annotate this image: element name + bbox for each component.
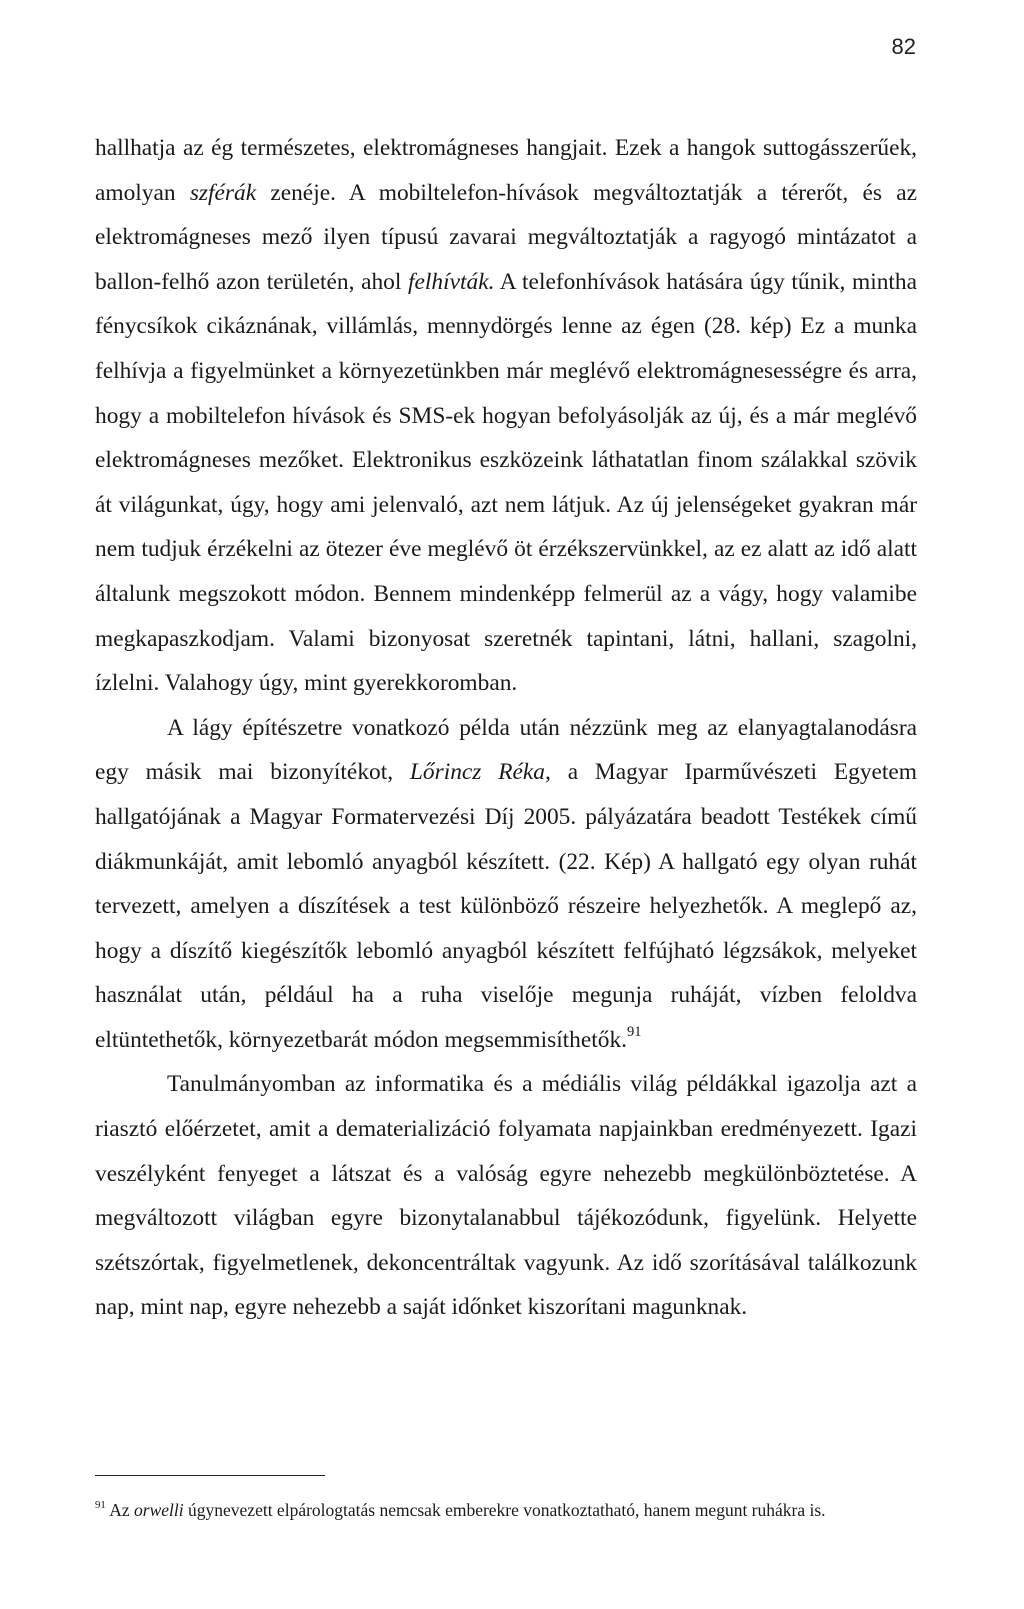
paragraph-2 — [95, 706, 917, 1063]
paragraph-2-text-a: A lágy építészetre vonatkozó példa után nézzünk meg az elanyagtalanodásra egy másik mai bizonyítékot, — [95, 714, 917, 786]
paragraph-1-text-b: zenéje. A mobiltelefon-hívások megváltoztatják a térerőt, és az elektromágneses mező ilyen típusú zavarai megváltoztatják a ragyogó mintázatot a ballon-felhő azon területén, ahol — [95, 179, 917, 295]
paragraph-1-text-c: A telefonhívások hatására úgy tűnik, mintha fénycsíkok cikáznának, villámlás, mennydörgés lenne az égen (28. kép) Ez a munka felhívja a figyelmünket a környezetünkben már meglévő elektromágnesességre és arra, hogy a mobiltelefon hívások és SMS-ek hogyan befolyásolják az új, és a már meglévő elektromágneses mezőket. Elektronikus eszközeink láthatatlan finom szálakkal szövik át világunkat, úgy, hogy ami jelenvaló, azt nem látjuk. Az új jelenségeket gyakran már nem tudjuk érzékelni az ötezer éve meglévő öt érzékszervünkkel, az ez alatt az idő alatt általunk megszokott módon. Bennem mindenképp felmerül az a vágy, hogy valamibe megkapaszkodjam. Valami bizonyosat szeretnék tapintani, látni, hallani, szagolni, ízlelni. Valahogy úgy, mint gyerekkoromban. — [95, 268, 917, 697]
page-number: 82 — [891, 34, 916, 59]
paragraph-3: Tanulmányomban az informatika és a médiális világ példákkal igazolja azt a riasztó előérzetet, amit a dematerializáció folyamata napjainkban eredményezett. Igazi veszélyként fenyeget a látszat és a valóság egyre nehezebb megkülönböztetése. A megváltozott világban egyre bizonytalanabbul tájékozódunk, figyelünk. Helyette szétszórtak, figyelmetlenek, dekoncentráltak vagyunk. Az idő szorításával találkozunk nap, mint nap, egyre nehezebb a saját időnket kiszorítani magunknak. — [95, 1071, 917, 1321]
paragraph-1-emphasis-a: szférák — [189, 179, 257, 206]
paragraph-2-text-b: a Magyar Iparművészeti Egyetem hallgatójának a Magyar Formatervezési Díj 2005. pályázatára beadott Testékek című diákmunkáját, amit lebomló anyagból készített. (22. Kép) A hallgató egy olyan ruhát tervezett, amelyen a díszítések a test különböző részeire helyezhetők. A meglepő az, hogy a díszítő kiegészítők lebomló anyagból készített felfújható légzsákok, melyeket használat után, például ha a ruha viselője megunja ruháját, vízben feloldva eltüntethetők, környezetbarát módon megsemmisíthetők. — [95, 759, 917, 1053]
footnote-divider — [95, 1475, 325, 1476]
footnote-emphasis: orwelli — [134, 1500, 184, 1520]
footnote-91 — [95, 1497, 917, 1523]
footnote-number: 91 — [95, 1499, 106, 1512]
paragraph-1 — [95, 126, 917, 706]
footnote-text-b: úgynevezett elpárologtatás nemcsak emberekre vonatkoztatható, hanem megunt ruhákra is. — [183, 1500, 826, 1520]
body-text — [95, 126, 917, 1330]
paragraph-1-emphasis-b: felhívták. — [408, 268, 495, 295]
footnote-reference-91[interactable]: 91 — [627, 1024, 642, 1041]
paragraph-2-emphasis-a: Lőrincz Réka, — [409, 759, 551, 786]
paragraph-1-text-a: hallhatja az ég természetes, elektromágneses hangjait. Ezek a hangok suttogásszerűek, amolyan — [95, 135, 917, 206]
footnote-text-a: Az — [105, 1500, 135, 1520]
